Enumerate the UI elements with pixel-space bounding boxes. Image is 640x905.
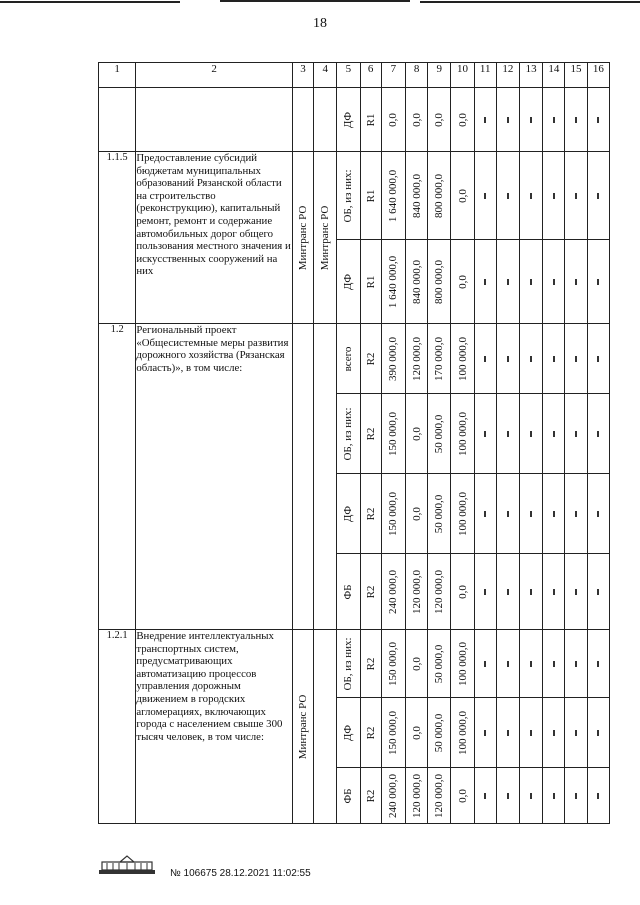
table-row: [99, 324, 610, 394]
value-cell: 150 000,0: [387, 641, 400, 686]
empty-dash: [530, 511, 532, 517]
empty-dash: [507, 793, 509, 799]
empty-dash: [484, 431, 486, 437]
empty-dash: [553, 279, 555, 285]
empty-dash: [575, 356, 577, 362]
executor-cell: Минтранс РО: [296, 694, 309, 759]
empty-dash: [507, 356, 509, 362]
empty-dash: [575, 117, 577, 123]
empty-dash: [484, 730, 486, 736]
empty-dash: [530, 431, 532, 437]
empty-dash: [597, 117, 599, 123]
empty-dash: [575, 193, 577, 199]
code-cell: R2: [364, 657, 377, 670]
row-number: 1.2: [99, 324, 136, 630]
col-header: 12: [496, 63, 519, 88]
value-cell: 840 000,0: [410, 173, 423, 218]
value-cell: 120 000,0: [433, 773, 446, 818]
value-cell: 120 000,0: [410, 569, 423, 614]
empty-dash: [507, 279, 509, 285]
empty-dash: [553, 661, 555, 667]
empty-dash: [597, 279, 599, 285]
value-cell: 100 000,0: [456, 411, 469, 456]
value-cell: 50 000,0: [433, 414, 446, 453]
value-cell: 50 000,0: [433, 494, 446, 533]
value-cell: 50 000,0: [433, 644, 446, 683]
value-cell: 150 000,0: [387, 710, 400, 755]
value-cell: 800 000,0: [433, 259, 446, 304]
value-cell: 120 000,0: [410, 336, 423, 381]
col-header: 4: [314, 63, 337, 88]
col-header: 16: [587, 63, 609, 88]
value-cell: 0,0: [410, 725, 423, 740]
source-cell: ОБ, из них:: [342, 168, 355, 223]
empty-dash: [484, 661, 486, 667]
value-cell: 100 000,0: [456, 491, 469, 536]
value-cell: 240 000,0: [387, 773, 400, 818]
row-number: 1.2.1: [99, 630, 136, 824]
value-cell: 1 640 000,0: [387, 169, 400, 222]
source-cell: ФБ: [342, 583, 355, 600]
empty-dash: [553, 511, 555, 517]
empty-dash: [484, 793, 486, 799]
value-cell: 0,0: [410, 112, 423, 127]
value-cell: 390 000,0: [387, 336, 400, 381]
value-cell: 100 000,0: [456, 710, 469, 755]
empty-dash: [553, 356, 555, 362]
empty-dash: [484, 356, 486, 362]
empty-dash: [484, 117, 486, 123]
empty-dash: [530, 589, 532, 595]
col-header: 9: [428, 63, 451, 88]
empty-dash: [597, 193, 599, 199]
value-cell: 0,0: [410, 506, 423, 521]
empty-dash: [507, 589, 509, 595]
col-header: 7: [381, 63, 405, 88]
source-cell: ОБ, из них:: [342, 636, 355, 691]
value-cell: 0,0: [456, 584, 469, 599]
empty-dash: [553, 431, 555, 437]
empty-dash: [575, 730, 577, 736]
empty-dash: [553, 117, 555, 123]
empty-dash: [484, 279, 486, 285]
code-cell: R2: [364, 427, 377, 440]
document-stamp: № 106675 28.12.2021 11:02:55: [170, 868, 311, 879]
col-header: 11: [474, 63, 496, 88]
value-cell: 100 000,0: [456, 641, 469, 686]
value-cell: 800 000,0: [433, 173, 446, 218]
value-cell: 150 000,0: [387, 411, 400, 456]
empty-dash: [530, 356, 532, 362]
empty-dash: [484, 589, 486, 595]
value-cell: 120 000,0: [433, 569, 446, 614]
row-description: Внедрение интеллектуальных транспортных систем, предусматривающих автоматизацию процессов управления дорожным движением в городских агломерациях, включающих города с населением свыше 300 тысяч человек, в том числе:: [136, 630, 293, 824]
value-cell: 50 000,0: [433, 713, 446, 752]
source-cell: ДФ: [342, 505, 355, 522]
empty-dash: [597, 511, 599, 517]
empty-dash: [507, 117, 509, 123]
empty-dash: [597, 661, 599, 667]
top-border: [0, 0, 640, 10]
empty-dash: [575, 793, 577, 799]
empty-dash: [553, 193, 555, 199]
empty-dash: [553, 793, 555, 799]
value-cell: 0,0: [387, 112, 400, 127]
value-cell: 0,0: [456, 188, 469, 203]
col-header: 13: [520, 63, 543, 88]
footer: [98, 850, 518, 880]
empty-dash: [507, 431, 509, 437]
col-header: 15: [565, 63, 587, 88]
row-description: Предоставление субсидий бюджетам муниципальных образований Рязанской области на строительство (реконструкцию), капитальный ремонт, ремонт и содержание автомобильных дорог общего пользования местного значения и искусственных сооружений на них: [136, 152, 293, 324]
col-header: 2: [136, 63, 293, 88]
row-number: 1.1.5: [99, 152, 136, 324]
empty-dash: [597, 356, 599, 362]
value-cell: 0,0: [456, 274, 469, 289]
empty-dash: [530, 117, 532, 123]
executor-cell: Минтранс РО: [319, 205, 332, 270]
value-cell: 1 640 000,0: [387, 255, 400, 308]
col-header: 1: [99, 63, 136, 88]
empty-dash: [530, 793, 532, 799]
row-description: Региональный проект «Общесистемные меры развития дорожного хозяйства (Рязанская область)», в том числе:: [136, 324, 293, 630]
value-cell: 0,0: [433, 112, 446, 127]
source-cell: ДФ: [342, 273, 355, 290]
source-cell: ФБ: [342, 787, 355, 804]
empty-dash: [597, 730, 599, 736]
executor-cell: Минтранс РО: [296, 205, 309, 270]
value-cell: 0,0: [456, 788, 469, 803]
empty-dash: [553, 589, 555, 595]
government-building-logo: [98, 854, 156, 876]
col-header: 8: [405, 63, 427, 88]
value-cell: 0,0: [410, 426, 423, 441]
code-cell: R2: [364, 585, 377, 598]
value-cell: 0,0: [410, 656, 423, 671]
empty-dash: [507, 193, 509, 199]
empty-dash: [484, 511, 486, 517]
empty-dash: [507, 511, 509, 517]
empty-dash: [575, 511, 577, 517]
source-cell: ДФ: [342, 724, 355, 741]
col-header: 14: [543, 63, 565, 88]
budget-table: [98, 62, 610, 824]
empty-dash: [575, 279, 577, 285]
value-cell: 150 000,0: [387, 491, 400, 536]
code-cell: R2: [364, 726, 377, 739]
table-row: [99, 88, 610, 152]
empty-dash: [530, 730, 532, 736]
page-number: 18: [313, 16, 327, 31]
empty-dash: [597, 793, 599, 799]
col-header: 10: [451, 63, 474, 88]
source-cell: ДФ: [342, 111, 355, 128]
code-cell: R1: [364, 189, 377, 202]
code-cell: R2: [364, 507, 377, 520]
table-row: [99, 630, 610, 698]
value-cell: 170 000,0: [433, 336, 446, 381]
empty-dash: [597, 431, 599, 437]
empty-dash: [575, 589, 577, 595]
empty-dash: [484, 193, 486, 199]
empty-dash: [597, 589, 599, 595]
value-cell: 100 000,0: [456, 336, 469, 381]
empty-dash: [530, 193, 532, 199]
value-cell: 240 000,0: [387, 569, 400, 614]
empty-dash: [575, 661, 577, 667]
empty-dash: [530, 279, 532, 285]
code-cell: R1: [364, 113, 377, 126]
value-cell: 0,0: [456, 112, 469, 127]
source-cell: всего: [342, 346, 355, 371]
empty-dash: [553, 730, 555, 736]
empty-dash: [507, 661, 509, 667]
code-cell: R1: [364, 275, 377, 288]
empty-dash: [507, 730, 509, 736]
empty-dash: [575, 431, 577, 437]
code-cell: R2: [364, 789, 377, 802]
header-row: [99, 63, 610, 88]
code-cell: R2: [364, 352, 377, 365]
col-header: 6: [360, 63, 381, 88]
empty-dash: [530, 661, 532, 667]
value-cell: 840 000,0: [410, 259, 423, 304]
col-header: 5: [337, 63, 360, 88]
value-cell: 120 000,0: [410, 773, 423, 818]
source-cell: ОБ, из них:: [342, 406, 355, 461]
table-row: [99, 152, 610, 240]
col-header: 3: [292, 63, 313, 88]
